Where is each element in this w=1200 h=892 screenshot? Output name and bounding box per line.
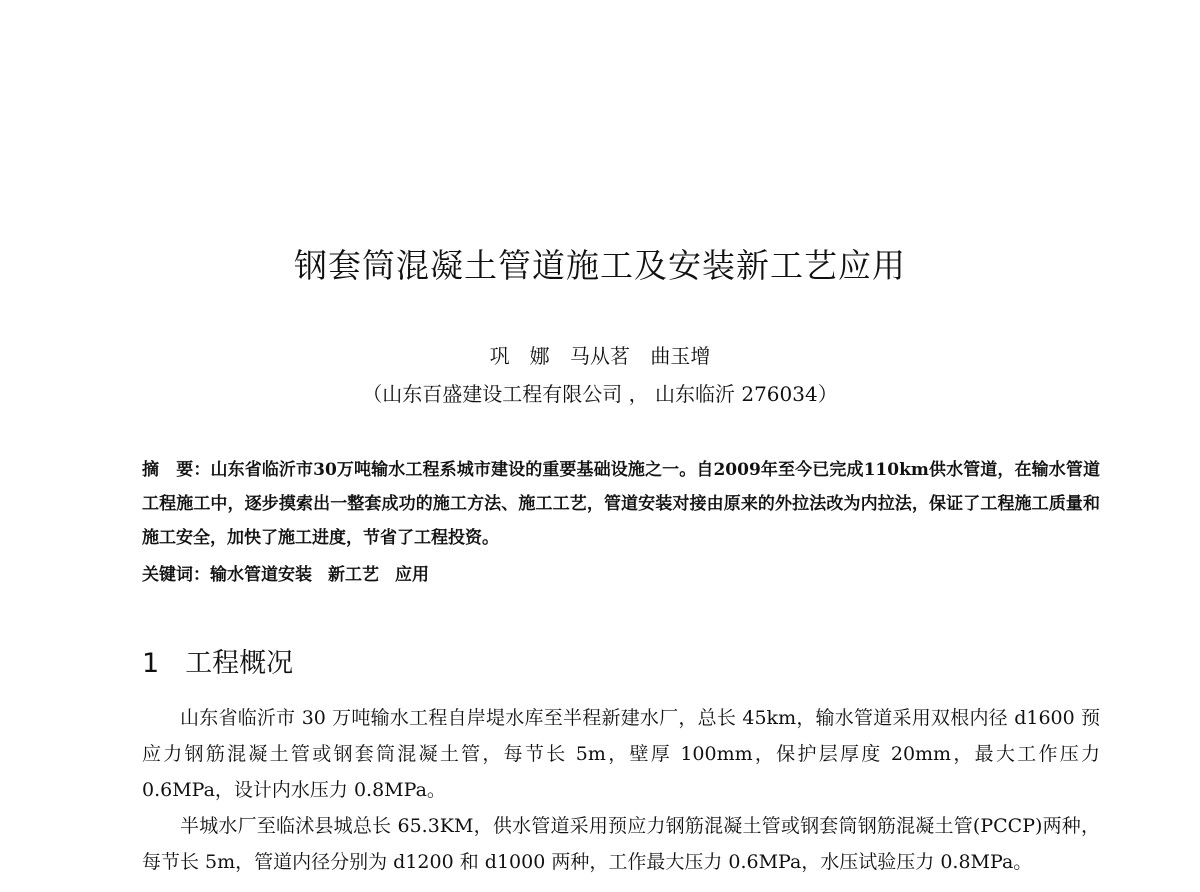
keywords-label: 关键词： xyxy=(142,565,210,585)
abstract-label: 摘 要： xyxy=(142,460,211,480)
section-number: 1 xyxy=(142,648,160,679)
author-name: 曲玉增 xyxy=(650,344,711,368)
keywords xyxy=(142,560,1100,590)
body-paragraph: 半城水厂至临沭县城总长 65.3KM，供水管道采用预应力钢筋混凝土管或钢套筒钢筋混凝土管(PCCP)两种，每节长 5m，管道内径分别为 d1200 和 d1000 两种，工作最大压力 0.6MPa，水压试验压力 0.8MPa。 xyxy=(142,815,1100,873)
keyword: 新工艺 xyxy=(328,565,379,585)
author-name: 巩 娜 xyxy=(489,344,550,368)
section-heading xyxy=(142,644,293,684)
abstract xyxy=(142,453,1100,555)
section-title: 工程概况 xyxy=(185,648,294,679)
section-body xyxy=(142,700,1100,880)
abstract-text: 山东省临沂市30万吨输水工程系城市建设的重要基础设施之一。自2009年至今已完成110km供水管道，在输水管道工程施工中，逐步摸索出一整套成功的施工方法、施工工艺，管道安装对接由原来的外拉法改为内拉法，保证了工程施工质量和施工安全，加快了施工进度，节省了工程投资。 xyxy=(142,460,1100,548)
body-paragraph: 山东省临沂市 30 万吨输水工程自岸堤水库至半程新建水厂，总长 45km，输水管道采用双根内径 d1600 预应力钢筋混凝土管或钢套筒混凝土管，每节长 5m，壁厚 100mm，保护层厚度 20mm，最大工作压力 0.6MPa，设计内水压力 0.8MPa。 xyxy=(142,707,1100,801)
keyword: 输水管道安装 xyxy=(210,565,312,585)
author-list xyxy=(0,342,1200,370)
paper-title: 钢套筒混凝土管道施工及安装新工艺应用 xyxy=(294,246,906,285)
keyword: 应用 xyxy=(395,565,429,585)
author-name: 马从茗 xyxy=(570,344,630,368)
author-affiliation: （山东百盛建设工程有限公司 ， 山东临沂 276034） xyxy=(362,382,838,406)
